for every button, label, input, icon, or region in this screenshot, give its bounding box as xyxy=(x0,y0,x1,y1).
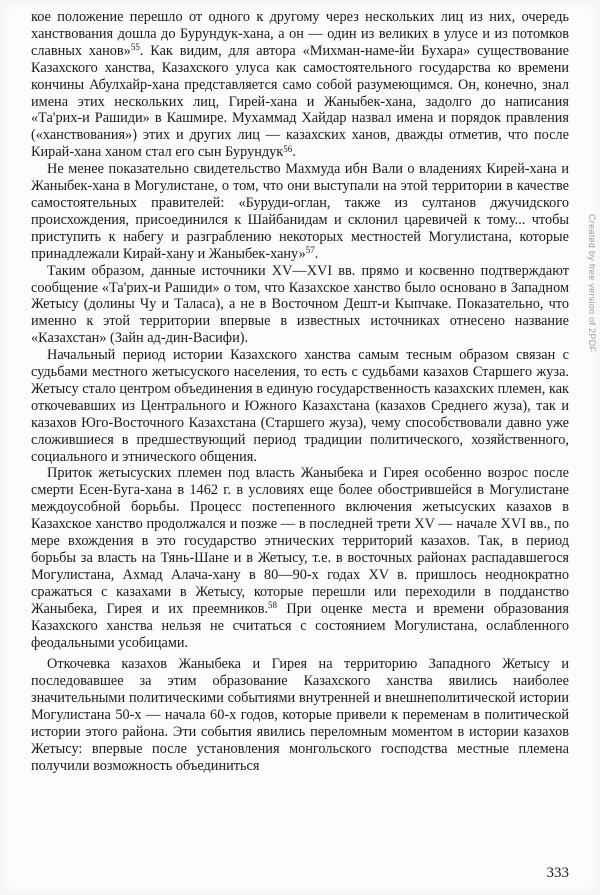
footnote-marker: 56 xyxy=(283,143,293,154)
paragraph: Начальный период истории Казахского ханства самым тесным образом связан с судьбами местного жетысуского населения, то есть с судьбами казахов Старшего жуза. Жетысу стало центром объединения в единую государственность казахских племен, как откочевавших из Центрального и Южного Казахстана (казахов Среднего жуза), так и казахов Юго-Восточного Казахстана (Старшего жуза), чему способствовали давно уже сложившиеся в предшествующий период традиции политического, хозяйственного, социального и этнического общения. xyxy=(31,347,569,465)
footnote-marker: 55 xyxy=(130,42,140,53)
pdf-watermark: Created by free version of 2PDF xyxy=(587,214,597,353)
paragraph: Приток жетысуских племен под власть Жаныбека и Гирея особенно возрос после смерти Есен-Буга-хана в 1462 г. в условиях еще более обострившейся в Могулистане междоусобной борьбы. Процесс постепенного включения жетысуских казахов в Казахское ханство продолжался и позже — в последней трети XV — начале XVI вв., по мере вхождения в это государство этнических территорий казахов. Так, в период борьбы за власть на Тянь-Шане и в Жетысу, т.е. в восточных районах распадавшегося Могулистана, Ахмад Алача-хану в 80—90-х годах XV в. пришлось неоднократно сражаться с казахами в Жетысу, которые перешли или переходили в подданство Жаныбека, Гирея и их преемников.$^{58}$ При оценке места и времени образования Казахского ханства нельзя не считаться с состоянием Могулистана, ослабленного феодальными усобицами. xyxy=(31,465,569,651)
page-number: 333 xyxy=(546,865,569,881)
paragraph: Не менее показательно свидетельство Махмуда ибн Вали о владениях Кирей-хана и Жаныбек-хана в Могулистане, о том, что они выступали на этой территории в качестве самостоятельных правителей: «Буруди-оглан, также из султанов джучидского происхождения, присоединился к Шайбанидам и склонил царевичей к тому... чтобы приступить к набегу и разграблению некоторых местностей Могулистана, которые принадлежали Кирай-хану и Жаныбек-хану»$^{57}$. xyxy=(31,161,569,262)
paragraph: Откочевка казахов Жаныбека и Гирея на территорию Западного Жетысу и последовавшее за этим образование Казахского ханства явились наиболее значительными политическими событиями внутренней и внешнеполитической истории Могулистана 50-х — начала 60-х годов, которые привели к переменам в политической истории этого района. Эти события явились переломным моментом в истории казахов Жетысу: впервые после установления монгольского господства местные племена получили возможность объединиться xyxy=(31,656,569,774)
footnote-marker: 57 xyxy=(305,245,315,256)
footnote-marker: 58 xyxy=(268,600,278,611)
page-text xyxy=(31,9,569,775)
paragraph: кое положение перешло от одного к другому через нескольких лиц из них, очередь ханствования дошла до Бурундук-хана, а он — один из великих в улусе и из потомков славных ханов»$^{55}$. Как видим, для автора «Михман-наме-йи Бухара» существование Казахского ханства, Казахского улуса как самостоятельного государства ко времени кончины Абулхайр-хана представляется само собой разумеющимся. Он, конечно, знал имена этих нескольких лиц, Гирей-хана и Жаныбек-хана, задолго до написания «Та'рих-и Рашиди» в Кашмире. Мухаммад Хайдар назвал имена и порядок правления («ханствования») этих и других лиц — казахских ханов, дважды отметив, что после Кирай-хана ханом стал его сын Бурундук$^{56}$. xyxy=(31,9,569,161)
paragraph: Таким образом, данные источники XV—XVI вв. прямо и косвенно подтверждают сообщение «Та'рих-и Рашиди» о том, что Казахское ханство было основано в Западном Жетысу (долины Чу и Таласа), а не в Восточном Дешт-и Кыпчаке. Показательно, что именно к этой территории впервые в известных источниках отнесено название «Казахстан» (Зайн ад-дин-Васифи). xyxy=(31,262,569,347)
